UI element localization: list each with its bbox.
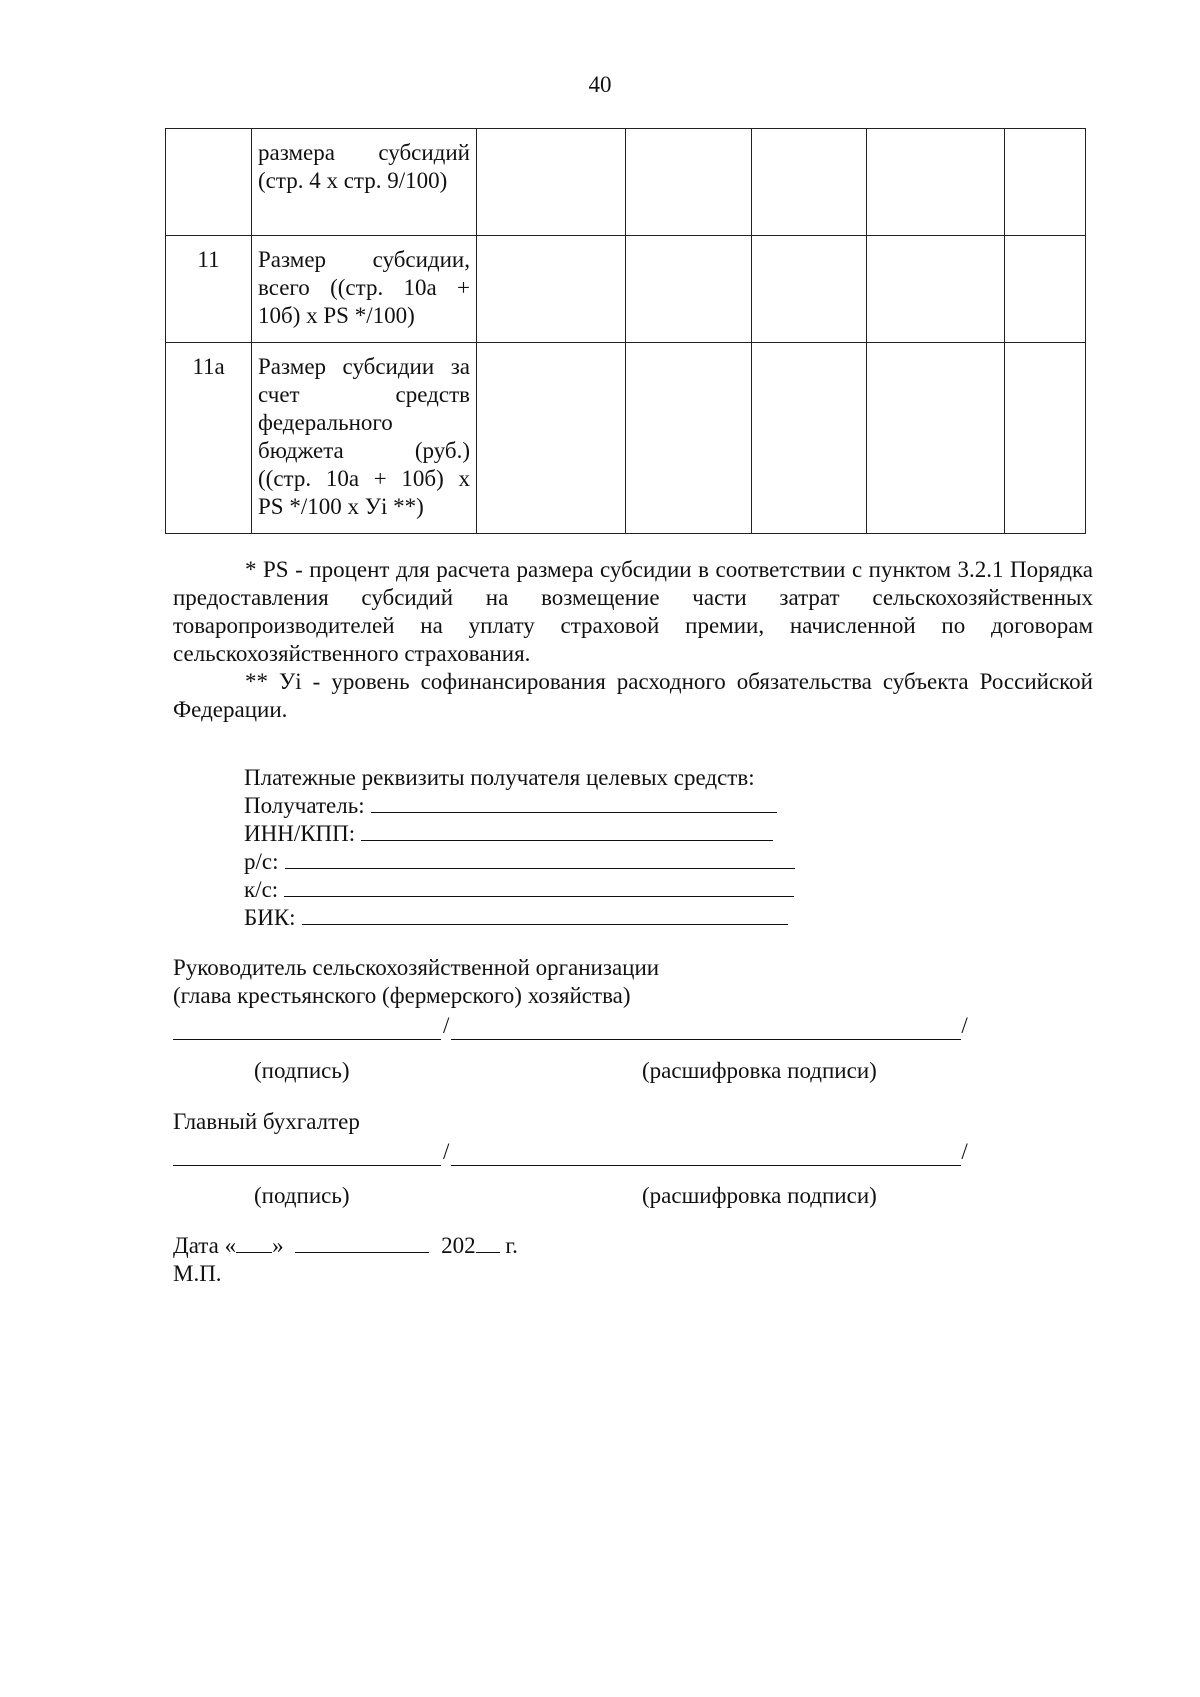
rs-field[interactable]: [285, 848, 795, 869]
value-cell: [752, 129, 867, 236]
row-number-cell: [166, 129, 252, 236]
row-label-cell: размера субсидий (стр. 4 х стр. 9/100): [252, 129, 477, 236]
accountant-signature-field[interactable]: [173, 1143, 441, 1166]
table-row: [166, 236, 1086, 343]
value-cell: [1005, 129, 1086, 236]
value-cell: [477, 129, 626, 236]
row-label-cell: Размер субсидии, всего ((стр. 10а + 10б) х PS */100): [252, 236, 477, 343]
recipient-field[interactable]: [371, 792, 777, 813]
value-cell: [626, 236, 752, 343]
bik-field[interactable]: [302, 904, 788, 925]
ks-row: к/с:: [244, 876, 795, 904]
value-cell: [752, 236, 867, 343]
decoding-caption: (расшифровка подписи): [642, 1183, 877, 1208]
stamp-place: М.П.: [173, 1261, 222, 1286]
value-cell: [1005, 343, 1086, 534]
requisites-title: Платежные реквизиты получателя целевых средств:: [244, 765, 755, 790]
accountant-title: Главный бухгалтер: [173, 1109, 360, 1134]
date-day-field[interactable]: [236, 1234, 272, 1253]
subsidy-table: [165, 128, 1086, 534]
value-cell: [1005, 236, 1086, 343]
recipient-row: Получатель:: [244, 792, 795, 820]
value-cell: [626, 343, 752, 534]
page-number: 40: [588, 72, 612, 97]
value-cell: [867, 236, 1005, 343]
row-label-cell: Размер субсидии за счет средств федерального бюджета (руб.) ((стр. 10а + 10б) х PS */100 х Уi **): [252, 343, 477, 534]
row-number-cell: 11а: [166, 343, 252, 534]
date-row: Дата « » 202 г.: [173, 1233, 518, 1258]
accountant-signature-block: Главный бухгалтер / /: [173, 1109, 968, 1164]
accountant-decoding-field[interactable]: [451, 1143, 961, 1166]
head-decoding-field[interactable]: [451, 1017, 961, 1040]
row-number-cell: 11: [166, 236, 252, 343]
head-subtitle: (глава крестьянского (фермерского) хозяйства): [173, 983, 631, 1008]
inn-kpp-field[interactable]: [361, 820, 773, 841]
ks-field[interactable]: [284, 876, 794, 897]
head-signature-field[interactable]: [173, 1017, 441, 1040]
footnotes: [173, 556, 1093, 724]
inn-kpp-row: ИНН/КПП:: [244, 820, 795, 848]
payment-requisites: [244, 764, 795, 932]
value-cell: [752, 343, 867, 534]
value-cell: [477, 343, 626, 534]
date-year-field[interactable]: [476, 1234, 500, 1253]
rs-row: р/с:: [244, 848, 795, 876]
table-row: [166, 343, 1086, 534]
footnote-yi: ** Уi - уровень софинансирования расходного обязательства субъекта Российской Федерации.: [173, 669, 1093, 722]
bik-row: БИК:: [244, 904, 795, 932]
table-row: [166, 129, 1086, 236]
decoding-caption: (расшифровка подписи): [642, 1058, 877, 1083]
value-cell: [867, 129, 1005, 236]
date-month-field[interactable]: [295, 1234, 429, 1253]
value-cell: [626, 129, 752, 236]
signature-caption: (подпись): [254, 1183, 350, 1208]
head-title: Руководитель сельскохозяйственной организации: [173, 955, 660, 980]
value-cell: [477, 236, 626, 343]
footnote-ps: * PS - процент для расчета размера субсидии в соответствии с пунктом 3.2.1 Порядка предоставления субсидий на возмещение части затрат сельскохозяйственных товаропроизводителей на уплату страховой премии, начисленной по договорам сельскохозяйственного страхования.: [173, 557, 1093, 666]
head-signature-block: Руководитель сельскохозяйственной организации (глава крестьянского (фермерского) хозяйства) / /: [173, 955, 968, 1038]
date-block: [173, 1232, 518, 1288]
signature-caption: (подпись): [254, 1058, 350, 1083]
value-cell: [867, 343, 1005, 534]
